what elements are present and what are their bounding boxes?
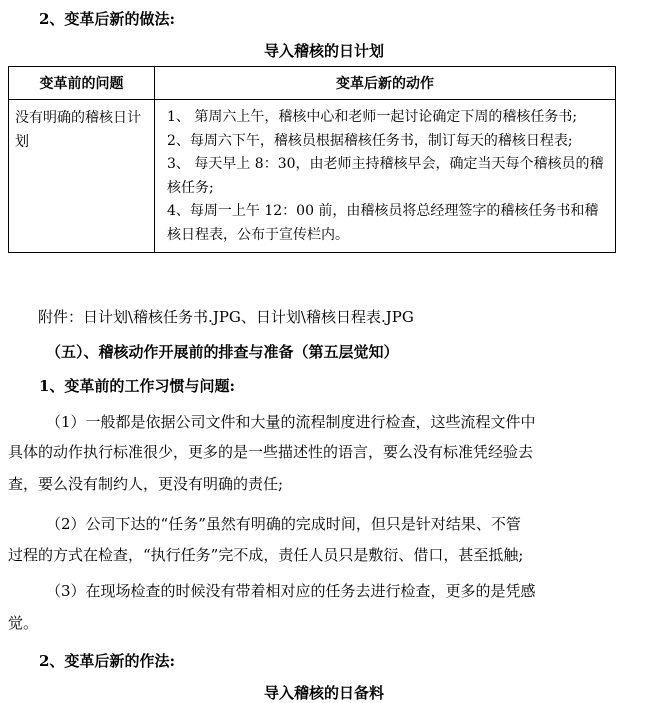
paragraph-line: 觉。: [8, 614, 39, 632]
action-step: 1、 第周六上午，稽核中心和老师一起讨论确定下周的稽核任务书;: [167, 109, 578, 125]
subsection-heading: 2、变革后新的作法:: [39, 652, 175, 670]
paragraph-line: 具体的动作执行标准很少，更多的是一些描述性的语言，要么没有标准凭经验去: [8, 443, 534, 461]
paragraph-line: 过程的方式在检查，“执行任务”完不成，责任人员只是敷衍、借口，甚至抵触;: [8, 546, 524, 564]
attachment-text: 附件：日计划\稽核任务书.JPG、日计划\稽核日程表.JPG: [38, 308, 414, 326]
plan-table: [8, 66, 616, 253]
table-title: 导入稽核的日备料: [263, 684, 384, 702]
actions-cell: [155, 100, 616, 253]
paragraph-line: 查，要么没有制约人，更没有明确的责任;: [8, 475, 284, 493]
action-step: 2、每周六下午，稽核员根据稽核任务书，制订每天的稽核日程表;: [167, 132, 573, 149]
section-heading: 2、变革后新的做法:: [39, 10, 175, 28]
paragraph-line: （2）公司下达的“任务”虽然有明确的完成时间，但只是针对结果、不管: [46, 515, 521, 533]
table-header-row: [9, 67, 616, 100]
column-header: 变革后新的动作: [155, 67, 616, 100]
section-title: （五）、稽核动作开展前的排查与准备（第五层觉知）: [46, 343, 399, 361]
problem-cell: 没有明确的稽核日计划: [9, 100, 155, 253]
paragraph-line: （1）一般都是依据公司文件和大量的流程制度进行检查，这些流程文件中: [46, 413, 536, 431]
table-row: [9, 100, 616, 253]
column-header: 变革前的问题: [9, 67, 155, 100]
action-step: 3、 每天早上 8：30，由老师主持稽核早会，确定当天每个稽核员的稽核任务;: [167, 156, 604, 196]
paragraph-line: （3）在现场检查的时候没有带着相对应的任务去进行检查，更多的是凭感: [46, 582, 536, 600]
table-title: 导入稽核的日计划: [263, 42, 384, 60]
action-step: 4、每周一上午 12：00 前，由稽核员将总经理签字的稽核任务书和稽核日程表，公布于宣传栏内。: [167, 203, 599, 243]
subsection-heading: 1、变革前的工作习惯与问题:: [39, 377, 235, 395]
